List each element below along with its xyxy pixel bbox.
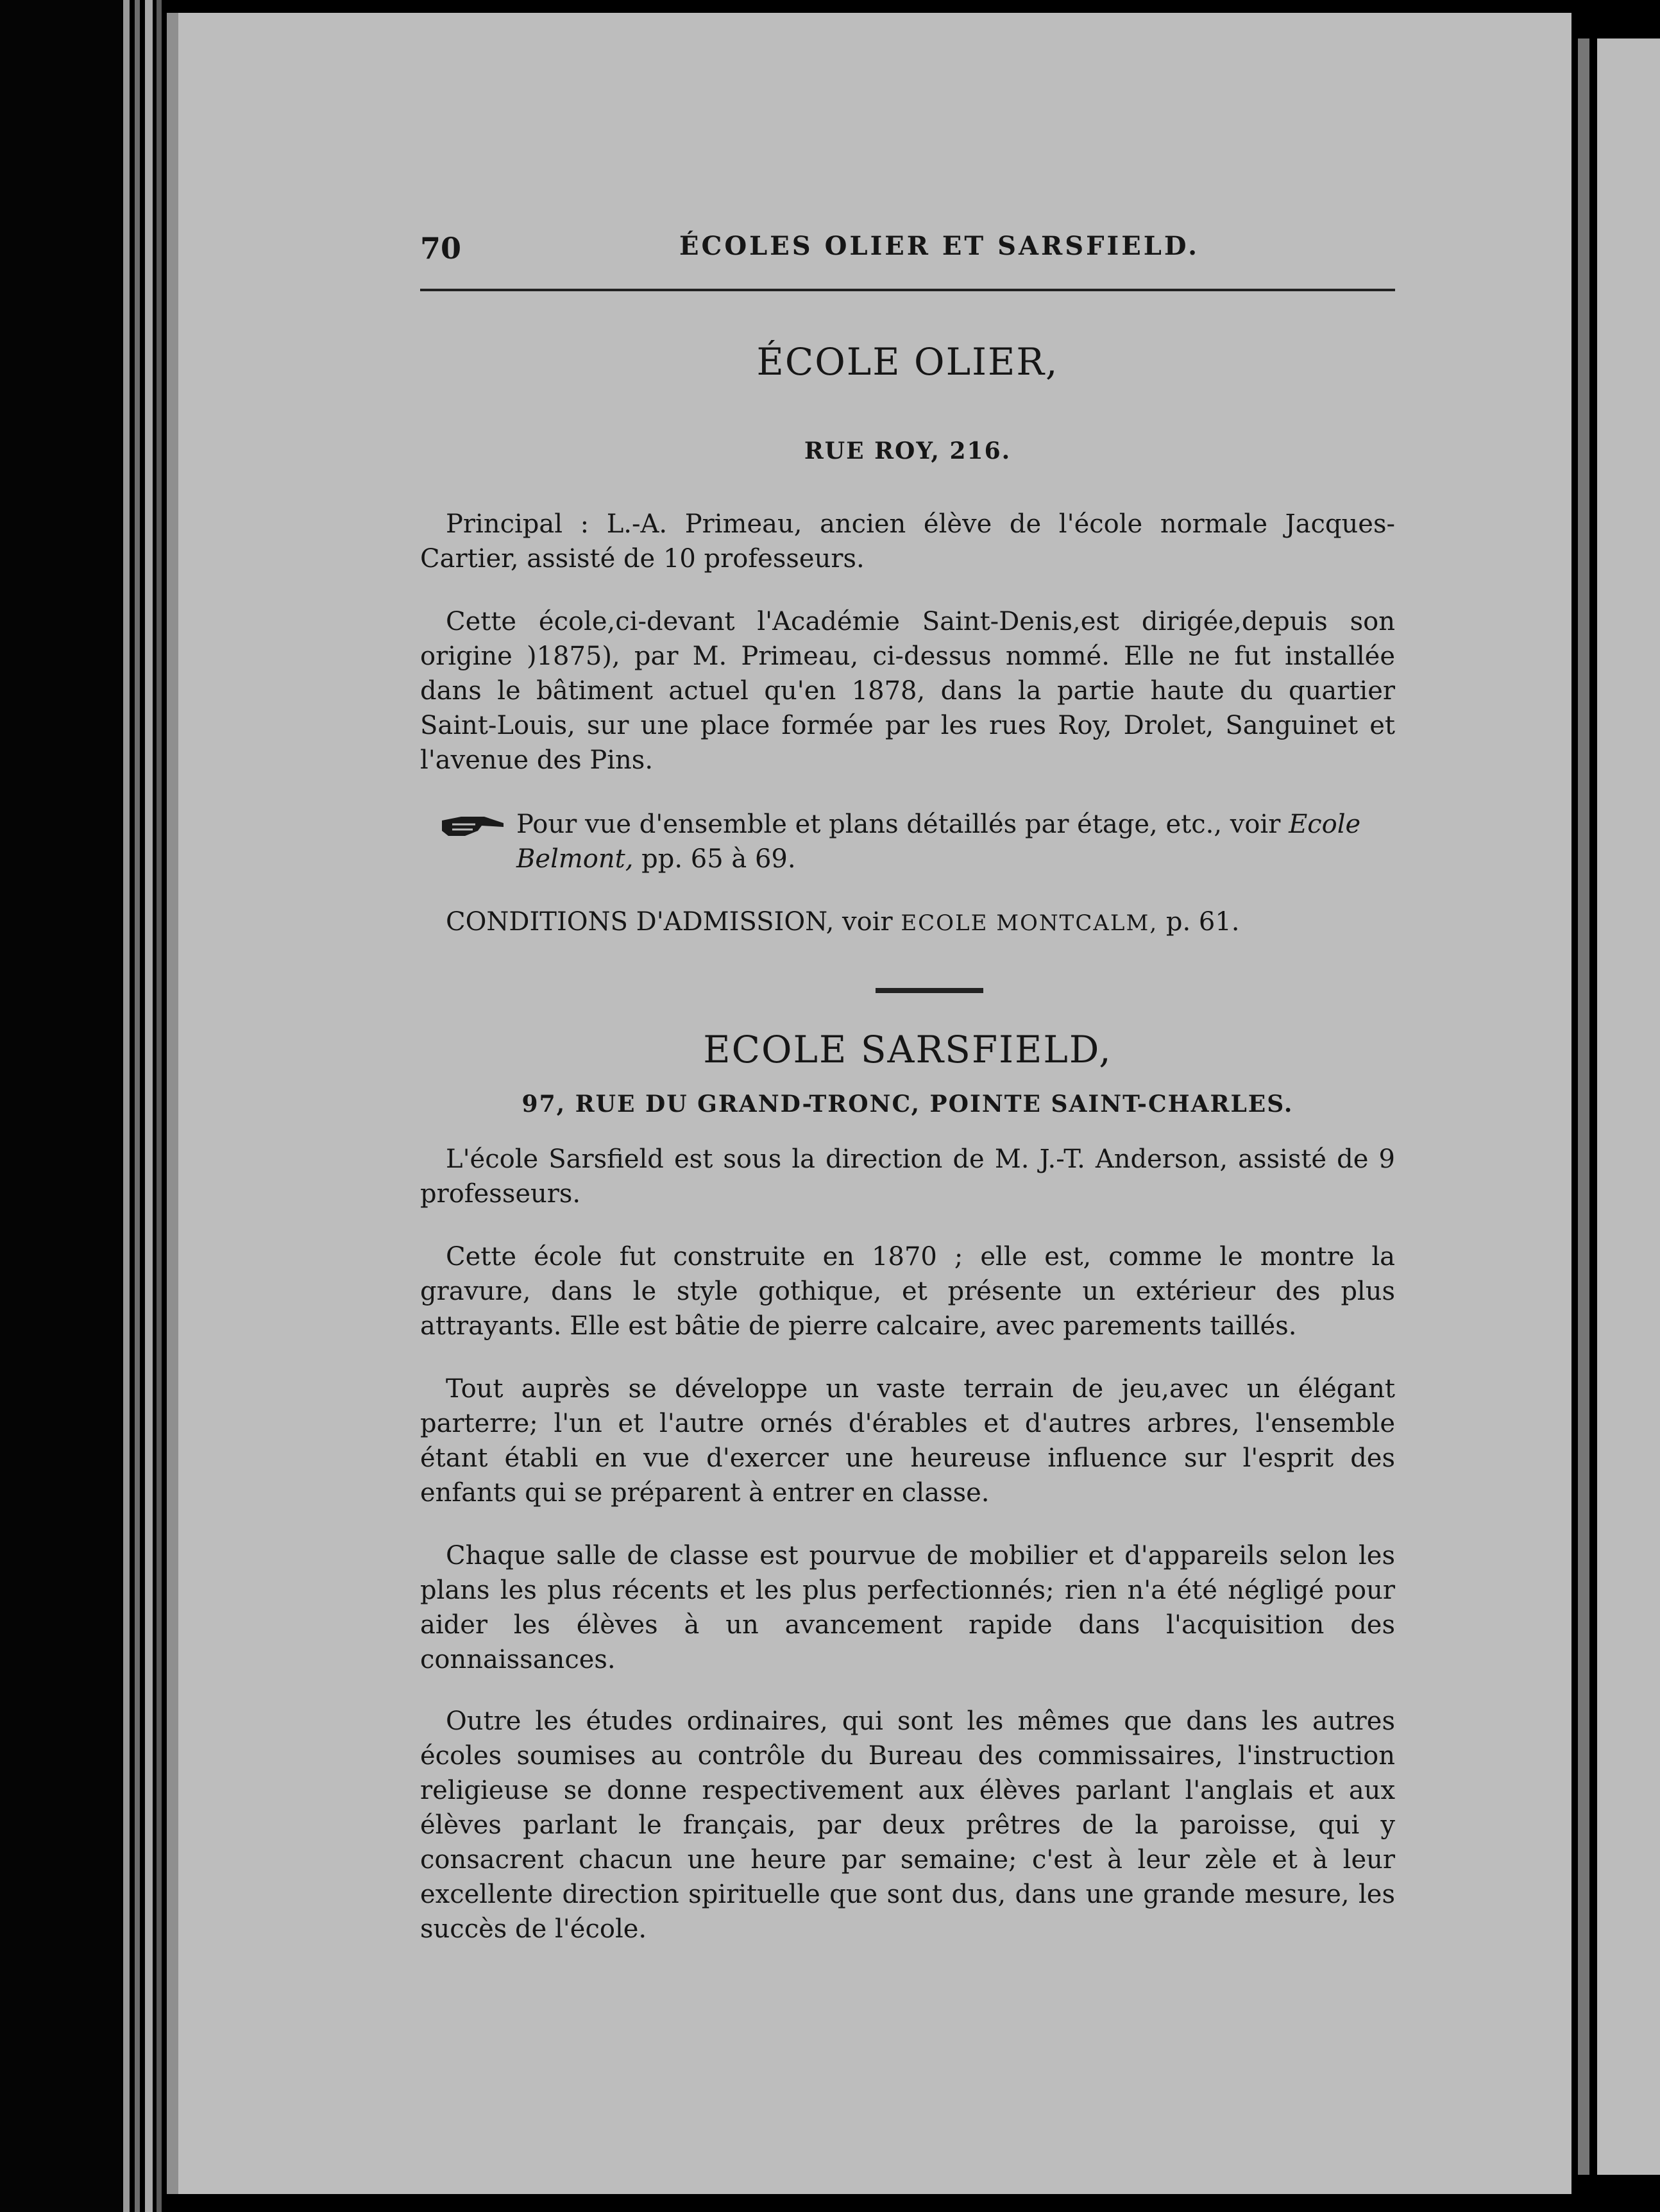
note-pages: pp. 65 à 69. <box>641 844 796 874</box>
sarsfield-paragraph-construction: Cette école fut construite en 1870 ; elle est, comme le montre la gravure, dans le style gothique, et présente un extérieur des plus attrayants. Elle est bâtie de pierre calcaire, avec parements taillés. <box>420 1242 1395 1341</box>
page-content <box>420 13 1555 2194</box>
conditions-page: p. 61. <box>1165 907 1240 937</box>
facing-page-edge <box>1578 38 1589 2175</box>
conditions-label: CONDITIONS D'ADMISSION, voir <box>446 907 893 937</box>
page-edge-stripe <box>123 0 130 2212</box>
running-header <box>420 225 1395 276</box>
running-title: ÉCOLES OLIER ET SARSFIELD. <box>679 231 1200 261</box>
section-separator <box>876 988 983 993</box>
olier-title: ÉCOLE OLIER, <box>756 340 1059 384</box>
page-number: 70 <box>420 231 462 266</box>
conditions-reference: ECOLE MONTCALM, <box>901 910 1158 936</box>
olier-paragraph-history: Cette école,ci-devant l'Académie Saint-Denis,est dirigée,depuis son origine )1875), par M. Primeau, ci-dessus nommé. Elle ne fut installée dans le bâtiment actuel qu'en 1878, dans la partie haute du quartier Saint-Louis, sur une place formée par les rues Roy, Drolet, Sanguinet et l'avenue des Pins. <box>420 607 1395 775</box>
page-binding-shadow <box>167 13 178 2194</box>
header-rule <box>420 289 1395 291</box>
sarsfield-paragraph-instruction: Outre les études ordinaires, qui sont les mêmes que dans les autres écoles soumises au contrôle du Bureau des commissaires, l'instruction religieuse se donne respectivement aux élèves parlant l'anglais et aux élèves parlant le français, par deux prêtres de la paroisse, qui y consacrent chacun une heure par semaine; c'est à leur zèle et à leur excellente direction spirituelle que sont dus, dans une grande mesure, les succès de l'école. <box>420 1706 1395 1944</box>
olier-plans-note <box>516 807 1389 876</box>
olier-conditions <box>446 905 1395 940</box>
sarsfield-paragraph-grounds: Tout auprès se développe un vaste terrain de jeu,avec un élégant parterre; l'un et l'autre ornés d'érables et d'autres arbres, l'ensemble étant établi en vue d'exercer une heureuse influence sur l'esprit des enfants qui se préparent à entrer en classe. <box>420 1374 1395 1508</box>
page-edge-stripe <box>157 0 162 2212</box>
sarsfield-address: 97, RUE DU GRAND-TRONC, POINTE SAINT-CHARLES. <box>521 1091 1294 1118</box>
note-text: Pour vue d'ensemble et plans détaillés par étage, etc., voir <box>516 810 1281 839</box>
manicule-icon <box>439 812 506 840</box>
olier-address: RUE ROY, 216. <box>804 438 1012 464</box>
page-edge-stripe <box>135 0 140 2212</box>
note-reference: Ecole Belmont, <box>516 810 1361 874</box>
olier-paragraph-principal: Principal : L.-A. Primeau, ancien élève de l'école normale Jacques-Cartier, assisté de 10 professeurs. <box>420 509 1395 574</box>
sarsfield-paragraph-classrooms: Chaque salle de classe est pourvue de mobilier et d'appareils selon les plans les plus récents et les plus perfectionnés; rien n'a été négligé pour aider les élèves à un avancement rapide dans l'acquisition des connaissances. <box>420 1541 1395 1674</box>
scan-left-margin <box>0 0 122 2212</box>
sarsfield-title: ECOLE SARSFIELD, <box>703 1028 1112 1071</box>
facing-page <box>1597 38 1660 2175</box>
page-edge-stripe <box>145 0 153 2212</box>
book-page <box>167 13 1571 2194</box>
sarsfield-paragraph-direction: L'école Sarsfield est sous la direction de M. J.-T. Anderson, assisté de 9 professeurs. <box>420 1144 1395 1209</box>
